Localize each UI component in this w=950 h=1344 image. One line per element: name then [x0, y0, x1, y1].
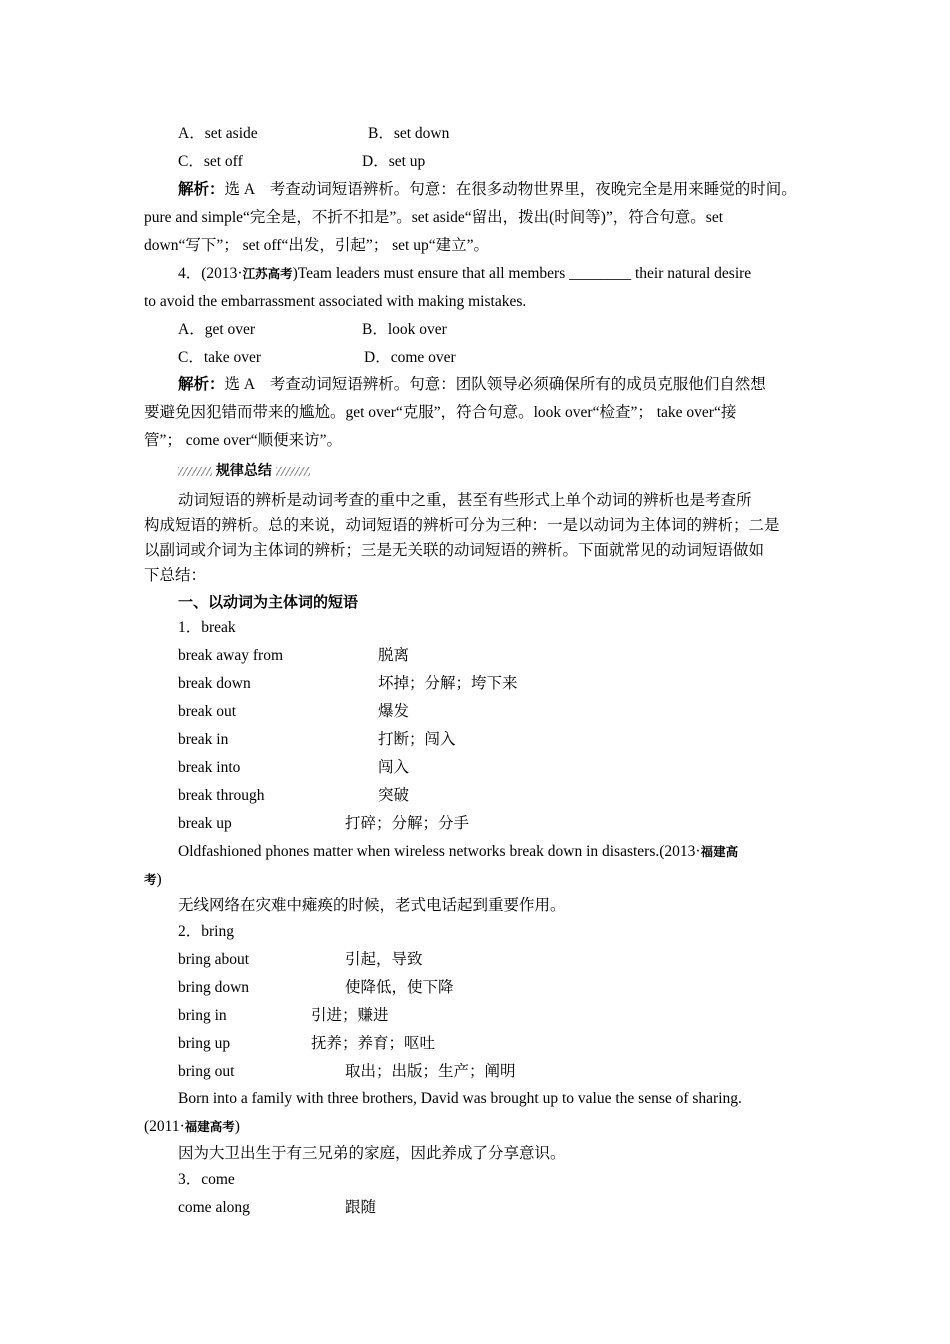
break-example-line1: [178, 841, 738, 863]
q3-analysis-line1: [178, 179, 797, 201]
break-example-text: Oldfashioned phones matter when wireless networks break down in disasters.(2013·: [178, 843, 701, 860]
bring-example-line2: [144, 1116, 240, 1138]
bring-item-en: bring out: [178, 1063, 235, 1080]
q4-analysis-line2: 要避免因犯错而带来的尴尬。get over“克服”，符合句意。look over“检查”； take over“接: [144, 404, 737, 421]
summary-heading: 规律总结: [215, 463, 272, 479]
bring-item-en: bring in: [178, 1007, 227, 1024]
bring-item-en: bring up: [178, 1035, 231, 1052]
bring-example-prefix: (2011·: [144, 1118, 185, 1135]
break-example-source1: 福建高: [700, 844, 739, 859]
break-item-zh: 爆发: [378, 703, 410, 720]
break-translation: 无线网络在灾难中瘫痪的时候，老式电话起到重要作用。: [178, 897, 566, 914]
come-title: 3．come: [178, 1171, 235, 1188]
bring-title: 2．bring: [178, 923, 234, 940]
hatch-decoration-right: [276, 467, 310, 476]
q3-analysis-label: 解析：: [178, 181, 225, 198]
break-item-zh: 突破: [378, 787, 410, 804]
q4-stem-text: )Team leaders must ensure that all members ________ their natural desire: [292, 265, 752, 282]
break-title: 1．break: [178, 619, 236, 636]
bring-example-source: 福建高考: [184, 1119, 235, 1134]
break-item-en: break out: [178, 703, 237, 720]
break-item-zh: 脱离: [378, 647, 410, 664]
break-item-en: break away from: [178, 647, 284, 664]
q4-option-c: C．take over: [178, 349, 262, 366]
summary-heading-row: [178, 460, 310, 482]
bring-translation: 因为大卫出生于有三兄弟的家庭，因此养成了分享意识。: [178, 1145, 566, 1162]
q4-source: 江苏高考: [242, 266, 293, 281]
q3-option-d: D．set up: [362, 153, 426, 170]
summary-para-line3: 以副词或介词为主体词的辨析；三是无关联的动词短语的辨析。下面就常见的动词短语做如: [144, 542, 765, 559]
bring-item-zh: 抚养；养育；呕吐: [311, 1035, 436, 1052]
break-item-zh: 闯入: [378, 759, 410, 776]
q4-analysis-line3: 管”； come over“顺便来访”。: [144, 432, 342, 449]
q4-analysis-label: 解析：: [178, 376, 225, 393]
q4-stem-line1: [178, 263, 751, 285]
q4-option-b: B．look over: [362, 321, 447, 338]
break-item-zh: 坏掉；分解；垮下来: [378, 675, 518, 692]
bring-item-zh: 引进；赚进: [311, 1007, 389, 1024]
q4-stem-prefix: 4．(2013·: [178, 265, 243, 282]
come-item-zh: 跟随: [345, 1199, 377, 1216]
q4-analysis-text1: 选 A 考查动词短语辨析。句意：团队领导必须确保所有的成员克服他们自然想: [224, 376, 766, 393]
q3-option-c: C．set off: [178, 153, 243, 170]
bring-example-line1: Born into a family with three brothers, David was brought up to value the sense of sharing.: [178, 1090, 742, 1107]
break-item-en: break through: [178, 787, 265, 804]
q3-analysis-text1: 选 A 考查动词短语辨析。句意：在很多动物世界里，夜晚完全是用来睡觉的时间。: [224, 181, 797, 198]
q4-stem-line2: to avoid the embarrassment associated with making mistakes.: [144, 293, 527, 310]
bring-item-zh: 取出；出版；生产；阐明: [345, 1063, 516, 1080]
come-item-en: come along: [178, 1199, 250, 1216]
break-item-zh: 打碎；分解；分手: [345, 815, 470, 832]
break-item-en: break into: [178, 759, 241, 776]
bring-item-en: bring down: [178, 979, 250, 996]
bring-item-zh: 使降低，使下降: [345, 979, 454, 996]
break-item-en: break down: [178, 675, 251, 692]
bring-item-en: bring about: [178, 951, 250, 968]
summary-para-line4: 下总结：: [144, 567, 207, 584]
break-example-source2: 考: [144, 872, 157, 887]
hatch-decoration-left: [178, 467, 212, 476]
section-title: 一、以动词为主体词的短语: [178, 593, 359, 611]
break-item-en: break up: [178, 815, 232, 832]
break-example-line2: [144, 869, 162, 891]
q4-option-a: A．get over: [178, 321, 256, 338]
summary-para-line2: 构成短语的辨析。总的来说，动词短语的辨析可分为三种：一是以动词为主体词的辨析；二是: [144, 517, 780, 534]
bring-item-zh: 引起，导致: [345, 951, 423, 968]
q3-option-a: A．set aside: [178, 125, 258, 142]
q3-analysis-line3: down“写下”； set off“出发，引起”； set up“建立”。: [144, 237, 489, 254]
q4-analysis-line1: [178, 374, 766, 396]
q3-option-b: B．set down: [368, 125, 450, 142]
q3-analysis-line2: pure and simple“完全是，不折不扣是”。set aside“留出，拨出(时间等)”，符合句意。set: [144, 209, 724, 226]
q4-option-d: D．come over: [364, 349, 456, 366]
break-item-en: break in: [178, 731, 229, 748]
bring-example-close: ): [234, 1118, 240, 1135]
break-example-close: ): [156, 871, 162, 888]
summary-para-line1: 动词短语的辨析是动词考查的重中之重，甚至有些形式上单个动词的辨析也是考查所: [178, 492, 752, 509]
break-item-zh: 打断；闯入: [378, 731, 456, 748]
